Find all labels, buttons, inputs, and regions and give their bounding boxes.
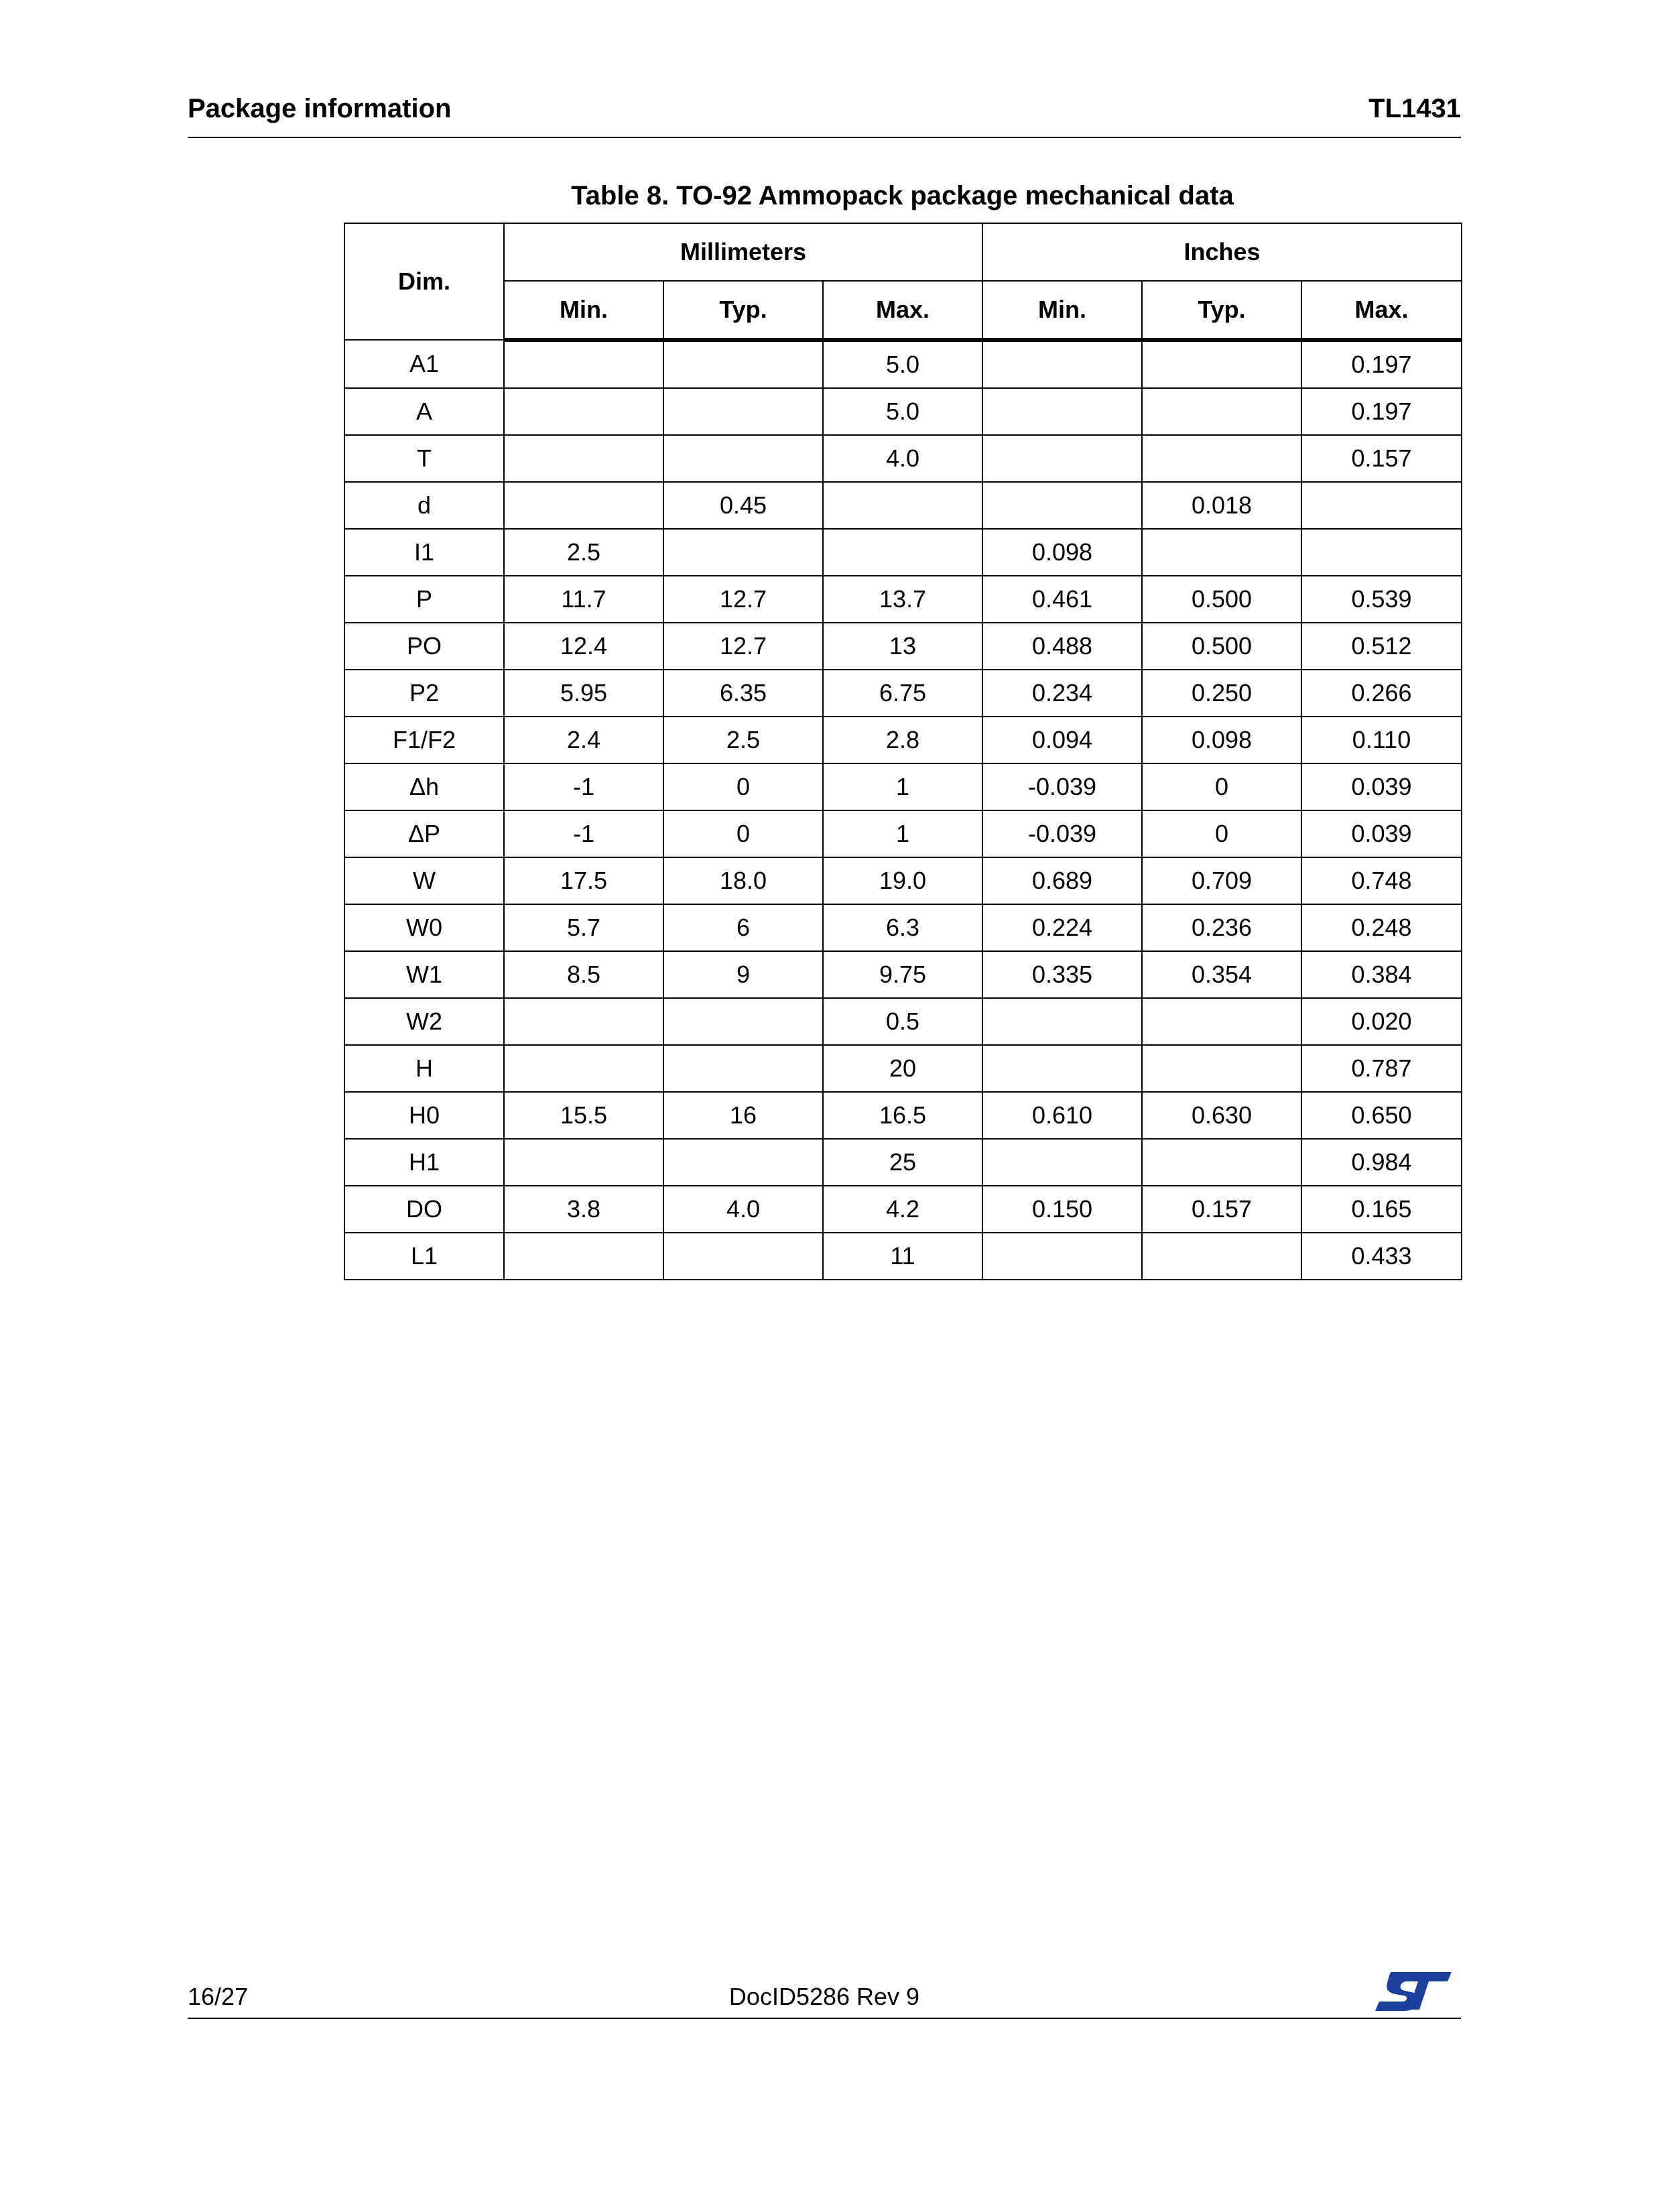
value-cell	[982, 998, 1142, 1045]
value-cell: 0.234	[982, 670, 1142, 717]
value-cell: 25	[823, 1139, 982, 1186]
column-header: Min.	[982, 281, 1142, 340]
value-cell	[504, 482, 663, 529]
column-header: Typ.	[663, 281, 823, 340]
value-cell: 4.0	[823, 435, 982, 482]
value-cell: 20	[823, 1045, 982, 1092]
table-row	[344, 810, 1462, 857]
value-cell: 12.7	[663, 576, 823, 623]
value-cell: 5.95	[504, 670, 663, 717]
value-cell: -1	[504, 763, 663, 810]
table-row	[344, 904, 1462, 951]
value-cell	[663, 1045, 823, 1092]
value-cell: 6.75	[823, 670, 982, 717]
value-cell	[1142, 340, 1301, 388]
value-cell	[1142, 435, 1301, 482]
section-title: Package information	[188, 94, 452, 123]
value-cell: 12.7	[663, 623, 823, 670]
table-row	[344, 763, 1462, 810]
value-cell	[1142, 529, 1301, 576]
value-cell	[504, 1233, 663, 1280]
value-cell: 0.098	[982, 529, 1142, 576]
value-cell	[1142, 1045, 1301, 1092]
dim-cell: W	[344, 857, 504, 904]
value-cell	[1142, 1139, 1301, 1186]
value-cell: 0.157	[1142, 1186, 1301, 1233]
dim-cell: L1	[344, 1233, 504, 1280]
value-cell: 0	[663, 763, 823, 810]
value-cell: 0.433	[1301, 1233, 1462, 1280]
dim-cell: d	[344, 482, 504, 529]
value-cell: 0.512	[1301, 623, 1462, 670]
value-cell: 0.150	[982, 1186, 1142, 1233]
table-caption: Table 8. TO-92 Ammopack package mechanical data	[571, 181, 1234, 210]
value-cell: 0	[1142, 763, 1301, 810]
value-cell: 0.039	[1301, 763, 1462, 810]
table-row	[344, 1233, 1462, 1280]
value-cell	[982, 435, 1142, 482]
value-cell: 0.157	[1301, 435, 1462, 482]
value-cell	[823, 529, 982, 576]
value-cell: 0.098	[1142, 717, 1301, 763]
table-row	[344, 857, 1462, 904]
column-header: Typ.	[1142, 281, 1301, 340]
value-cell: 4.0	[663, 1186, 823, 1233]
value-cell: 4.2	[823, 1186, 982, 1233]
value-cell: -0.039	[982, 763, 1142, 810]
value-cell: 0.335	[982, 951, 1142, 998]
value-cell	[1142, 1233, 1301, 1280]
table-row	[344, 998, 1462, 1045]
value-cell: 11	[823, 1233, 982, 1280]
value-cell: 0.500	[1142, 623, 1301, 670]
table-body	[344, 340, 1462, 1280]
value-cell	[1301, 482, 1462, 529]
value-cell: 0.354	[1142, 951, 1301, 998]
header-row-columns	[344, 281, 1462, 340]
table-row	[344, 1139, 1462, 1186]
value-cell: 0.018	[1142, 482, 1301, 529]
value-cell: 0.689	[982, 857, 1142, 904]
value-cell	[1142, 388, 1301, 435]
value-cell: 3.8	[504, 1186, 663, 1233]
value-cell: 9	[663, 951, 823, 998]
value-cell: 0.984	[1301, 1139, 1462, 1186]
dim-cell: P	[344, 576, 504, 623]
part-number: TL1431	[1368, 94, 1461, 123]
table-row	[344, 623, 1462, 670]
value-cell: 5.0	[823, 340, 982, 388]
value-cell: 0.610	[982, 1092, 1142, 1139]
value-cell: 0.787	[1301, 1045, 1462, 1092]
value-cell: 5.7	[504, 904, 663, 951]
value-cell	[663, 435, 823, 482]
dim-cell: PO	[344, 623, 504, 670]
value-cell	[663, 388, 823, 435]
value-cell: 0.709	[1142, 857, 1301, 904]
value-cell	[982, 1233, 1142, 1280]
value-cell: -1	[504, 810, 663, 857]
value-cell: 5.0	[823, 388, 982, 435]
column-header: Min.	[504, 281, 663, 340]
value-cell	[982, 340, 1142, 388]
value-cell: 2.4	[504, 717, 663, 763]
value-cell: 19.0	[823, 857, 982, 904]
value-cell: 1	[823, 810, 982, 857]
value-cell: 2.8	[823, 717, 982, 763]
value-cell	[823, 482, 982, 529]
value-cell: 12.4	[504, 623, 663, 670]
value-cell: 0.266	[1301, 670, 1462, 717]
inches-header: Inches	[982, 223, 1462, 281]
value-cell: 16.5	[823, 1092, 982, 1139]
value-cell: 13.7	[823, 576, 982, 623]
value-cell: 16	[663, 1092, 823, 1139]
value-cell: 8.5	[504, 951, 663, 998]
dim-header: Dim.	[344, 223, 504, 340]
value-cell	[504, 998, 663, 1045]
value-cell: 0	[1142, 810, 1301, 857]
value-cell: 6	[663, 904, 823, 951]
dim-cell: H	[344, 1045, 504, 1092]
value-cell: 0.500	[1142, 576, 1301, 623]
value-cell: 0.488	[982, 623, 1142, 670]
value-cell: 0.248	[1301, 904, 1462, 951]
dim-cell: H1	[344, 1139, 504, 1186]
st-logo-icon	[1372, 1968, 1453, 2015]
value-cell	[663, 1233, 823, 1280]
value-cell: 0.165	[1301, 1186, 1462, 1233]
value-cell: 15.5	[504, 1092, 663, 1139]
dim-cell: DO	[344, 1186, 504, 1233]
value-cell: 0.020	[1301, 998, 1462, 1045]
table-row	[344, 670, 1462, 717]
value-cell: 2.5	[504, 529, 663, 576]
dim-cell: P2	[344, 670, 504, 717]
value-cell: 0.461	[982, 576, 1142, 623]
value-cell: 0.650	[1301, 1092, 1462, 1139]
value-cell: 0.748	[1301, 857, 1462, 904]
column-header: Max.	[823, 281, 982, 340]
dim-cell: W1	[344, 951, 504, 998]
value-cell	[1301, 529, 1462, 576]
page-number: 16/27	[188, 1983, 249, 2010]
table-row	[344, 1045, 1462, 1092]
value-cell: 6.35	[663, 670, 823, 717]
value-cell	[982, 1139, 1142, 1186]
value-cell: 11.7	[504, 576, 663, 623]
millimeters-header: Millimeters	[504, 223, 982, 281]
value-cell: 0.5	[823, 998, 982, 1045]
value-cell: 0.197	[1301, 340, 1462, 388]
value-cell: 0.224	[982, 904, 1142, 951]
value-cell: 0.236	[1142, 904, 1301, 951]
value-cell	[504, 435, 663, 482]
table-row	[344, 482, 1462, 529]
value-cell: 0.250	[1142, 670, 1301, 717]
table-row	[344, 1092, 1462, 1139]
dim-cell: A	[344, 388, 504, 435]
dim-cell: Δh	[344, 763, 504, 810]
value-cell: 18.0	[663, 857, 823, 904]
value-cell	[663, 340, 823, 388]
value-cell: 1	[823, 763, 982, 810]
table-row	[344, 388, 1462, 435]
table-row	[344, 717, 1462, 763]
page-header	[188, 90, 1461, 138]
header-row-groups	[344, 223, 1462, 281]
value-cell: 0.630	[1142, 1092, 1301, 1139]
table-row	[344, 340, 1462, 388]
table-row	[344, 1186, 1462, 1233]
value-cell: 17.5	[504, 857, 663, 904]
value-cell	[663, 529, 823, 576]
dim-cell: I1	[344, 529, 504, 576]
dim-cell: F1/F2	[344, 717, 504, 763]
value-cell: 0.039	[1301, 810, 1462, 857]
value-cell: 0.45	[663, 482, 823, 529]
table-row	[344, 576, 1462, 623]
value-cell	[504, 1045, 663, 1092]
value-cell: 0.384	[1301, 951, 1462, 998]
dim-cell: A1	[344, 340, 504, 388]
dim-cell: H0	[344, 1092, 504, 1139]
column-header: Max.	[1301, 281, 1462, 340]
value-cell	[663, 1139, 823, 1186]
value-cell	[663, 998, 823, 1045]
value-cell	[504, 1139, 663, 1186]
value-cell	[504, 388, 663, 435]
value-cell	[982, 1045, 1142, 1092]
value-cell	[1142, 998, 1301, 1045]
document-id: DocID5286 Rev 9	[728, 1983, 920, 2010]
value-cell	[504, 340, 663, 388]
value-cell: 9.75	[823, 951, 982, 998]
table-row	[344, 951, 1462, 998]
page-footer	[188, 1977, 1461, 2019]
dim-cell: T	[344, 435, 504, 482]
mechanical-data-table	[344, 223, 1462, 1280]
value-cell	[982, 388, 1142, 435]
dim-cell: W2	[344, 998, 504, 1045]
value-cell: -0.039	[982, 810, 1142, 857]
value-cell: 0.094	[982, 717, 1142, 763]
value-cell: 0	[663, 810, 823, 857]
value-cell	[982, 482, 1142, 529]
table-row	[344, 529, 1462, 576]
dim-cell: W0	[344, 904, 504, 951]
table-row	[344, 435, 1462, 482]
dim-cell: ΔP	[344, 810, 504, 857]
value-cell: 0.539	[1301, 576, 1462, 623]
value-cell: 13	[823, 623, 982, 670]
value-cell: 2.5	[663, 717, 823, 763]
value-cell: 6.3	[823, 904, 982, 951]
value-cell: 0.197	[1301, 388, 1462, 435]
value-cell: 0.110	[1301, 717, 1462, 763]
